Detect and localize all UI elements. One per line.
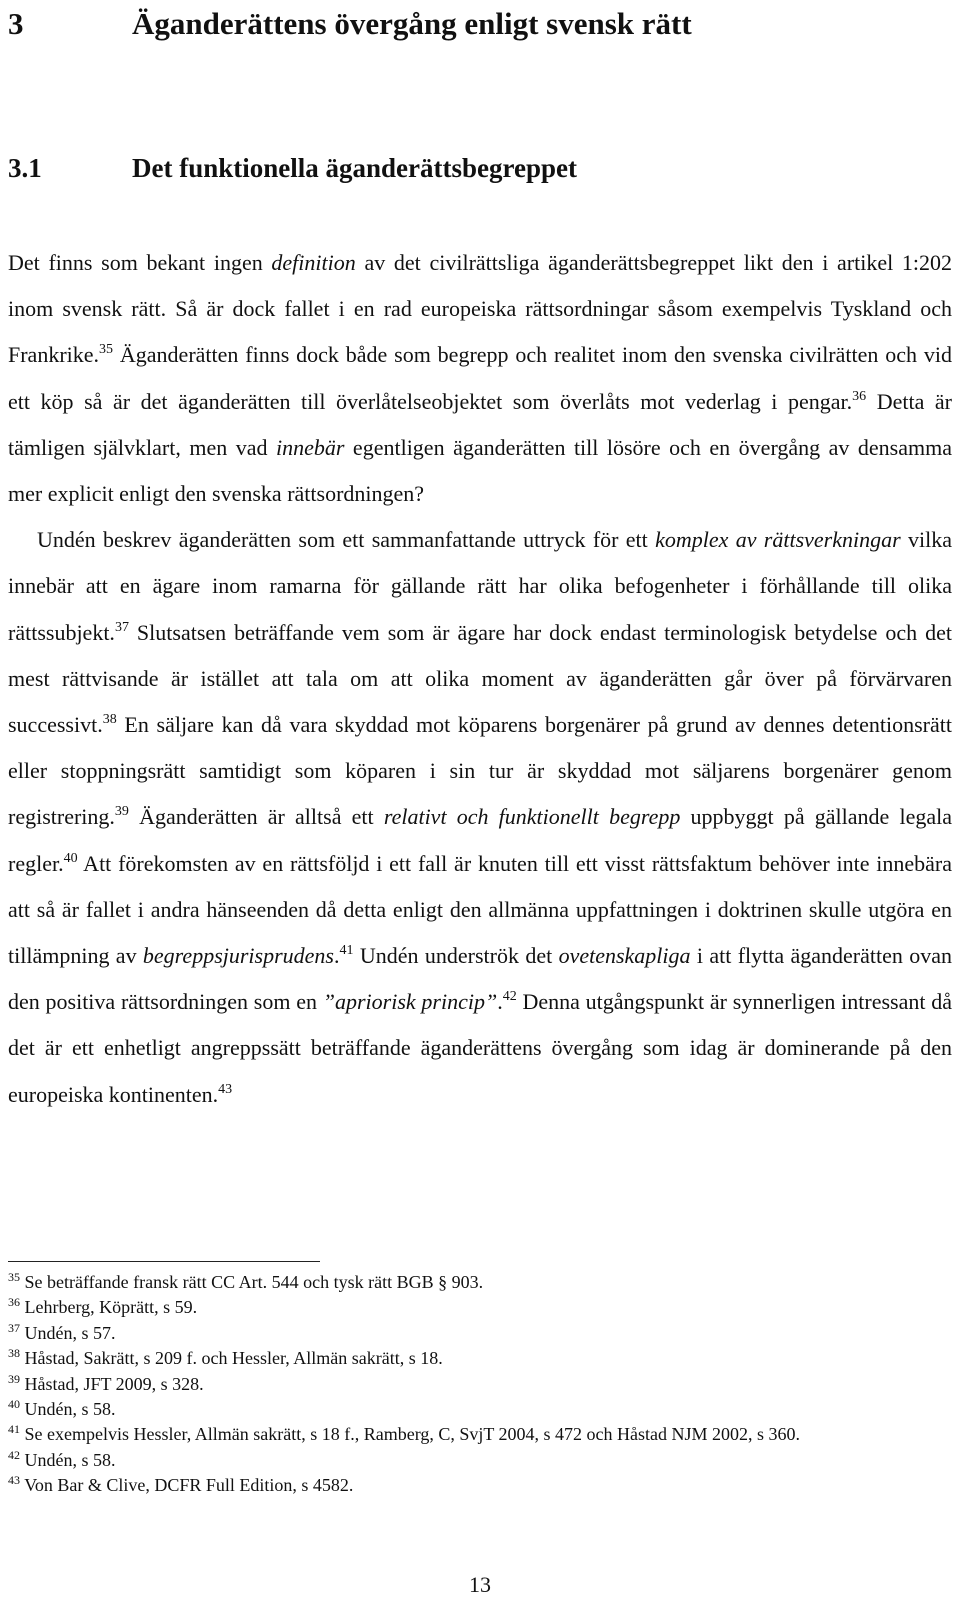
footnote-ref-42[interactable]: 42 [502,989,517,1005]
body-text [8,240,952,1118]
footnote-ref-38[interactable]: 38 [102,712,117,728]
page-number: 13 [469,1572,491,1597]
footnote-number: 41 [8,1422,20,1437]
text-run: Äganderätten är alltså ett [128,804,384,830]
text-run: av det civilrättsliga äganderättsbegreppet likt den i artikel 1:202 inom svensk rätt. Så är dock fallet i en rad europeiska rättsordningar såsom exempelvis Tyskland och Frankrike. [8,250,952,368]
emphasis: ”apriorisk princip” [322,989,498,1015]
footnote-list [8,1270,952,1499]
footnote-text: Håstad, JFT 2009, s 328. [24,1373,204,1394]
footnote-number: 43 [8,1473,20,1488]
footnote-38 [8,1346,952,1371]
text-run: Denna utgångspunkt är synnerligen intressant då det är ett enhetligt angreppssätt beträffande äganderättens övergång som idag är dominerande på den europeiska kontinenten. [8,989,952,1107]
footnote-text: Se exempelvis Hessler, Allmän sakrätt, s 18 f., Ramberg, C, SvjT 2004, s 472 och Håstad NJM 2002, s 360. [24,1424,801,1445]
footnote-ref-41[interactable]: 41 [339,943,354,959]
footnote-text: Se beträffande fransk rätt CC Art. 544 och tysk rätt BGB § 903. [24,1272,484,1292]
footnote-text: Lehrberg, Köprätt, s 59. [24,1297,198,1318]
chapter-number: 3 [8,6,24,41]
footnote-number: 42 [8,1447,20,1462]
footnote-36 [8,1295,952,1320]
text-run: Undén beskrev äganderätten som ett sammanfattande uttryck för ett [37,527,656,553]
paragraph-2 [8,517,952,1118]
chapter-title: Äganderättens övergång enligt svensk rätt [132,6,692,41]
footnote-42 [8,1448,952,1473]
footnote-39 [8,1372,952,1397]
footnote-35 [8,1270,952,1295]
footnote-number: 40 [8,1397,20,1412]
text-run: Det finns som bekant ingen [8,250,272,275]
footnote-ref-35[interactable]: 35 [99,342,114,358]
text-run: . [497,989,503,1015]
paragraph-1 [8,240,952,517]
chapter-heading [8,4,692,44]
text-run: vilka innebär att en ägare inom ramarna för gällande rätt har olika befogenheter i förhållande till olika rättssubjekt. [8,527,952,645]
footnote-43 [8,1473,952,1498]
footnote-40 [8,1397,952,1422]
text-run: uppbyggt på gällande legala regler. [8,804,952,876]
section-number: 3.1 [8,153,42,183]
text-run: Att förekomsten av en rättsföljd i ett fall är knuten till ett visst rättsfaktum behöver inte innebära att så är fallet i andra hänseenden då detta enligt den allmänna uppfattningen i doktrinen skulle utgöra en tillämpning av [8,850,952,969]
footnote-number: 35 [8,1270,20,1284]
emphasis: ovetenskapliga [558,943,691,969]
footnote-number: 39 [8,1371,20,1386]
footnote-ref-36[interactable]: 36 [852,388,867,404]
footnote-ref-43[interactable]: 43 [218,1081,233,1097]
footnote-41 [8,1422,952,1447]
text-run: Äganderätten finns dock både som begrepp och realitet inom den svenska civilrätten och vid ett köp så är det äganderätten till överlåtelseobjektet som överlåts mot vederlag i pengar. [8,342,952,414]
footnote-divider [8,1261,320,1262]
footnote-number: 36 [8,1295,20,1310]
emphasis: innebär [275,434,345,460]
text-run: egentligen äganderätten till lösöre och en övergång av densamma mer explicit enligt den svenska rättsordningen? [8,434,952,507]
text-run: . [334,943,340,969]
text-run: Undén underströk det [353,943,559,969]
text-run: Slutsatsen beträffande vem som är ägare har dock endast terminologisk betydelse och det mest rättvisande är istället att tala om att olika moment av äganderätten går över på förvärvaren successivt. [8,619,952,738]
section-heading [8,150,577,186]
footnote-ref-39[interactable]: 39 [114,804,129,820]
text-run: En säljare kan då vara skyddad mot köparens borgenärer på grund av dennes detentionsrätt eller stoppningsrätt samtidigt som köparen i sin tur är skyddad mot säljarens borgenärer genom registrering. [8,712,952,830]
footnote-37 [8,1321,952,1346]
text-run: i att flytta äganderätten ovan den positiva rättsordningen som en [8,943,952,1015]
footnote-number: 38 [8,1346,20,1361]
footnote-text: Von Bar & Clive, DCFR Full Edition, s 4582. [24,1475,354,1496]
emphasis: definition [271,250,356,275]
text-run: Detta är tämligen självklart, men vad [8,388,952,460]
footnote-ref-37[interactable]: 37 [114,619,129,635]
footnote-ref-40[interactable]: 40 [63,850,78,866]
footnote-text: Undén, s 57. [24,1322,116,1343]
emphasis: begreppsjurisprudens [142,943,334,969]
emphasis: komplex av rättsverkningar [655,527,901,553]
section-title: Det funktionella äganderättsbegreppet [132,153,577,183]
footnote-text: Undén, s 58. [24,1449,116,1470]
footnote-text: Undén, s 58. [24,1399,116,1420]
emphasis: relativt och funktionellt begrepp [383,804,681,830]
footnote-text: Håstad, Sakrätt, s 209 f. och Hessler, Allmän sakrätt, s 18. [24,1348,443,1369]
footnote-number: 37 [8,1320,20,1335]
